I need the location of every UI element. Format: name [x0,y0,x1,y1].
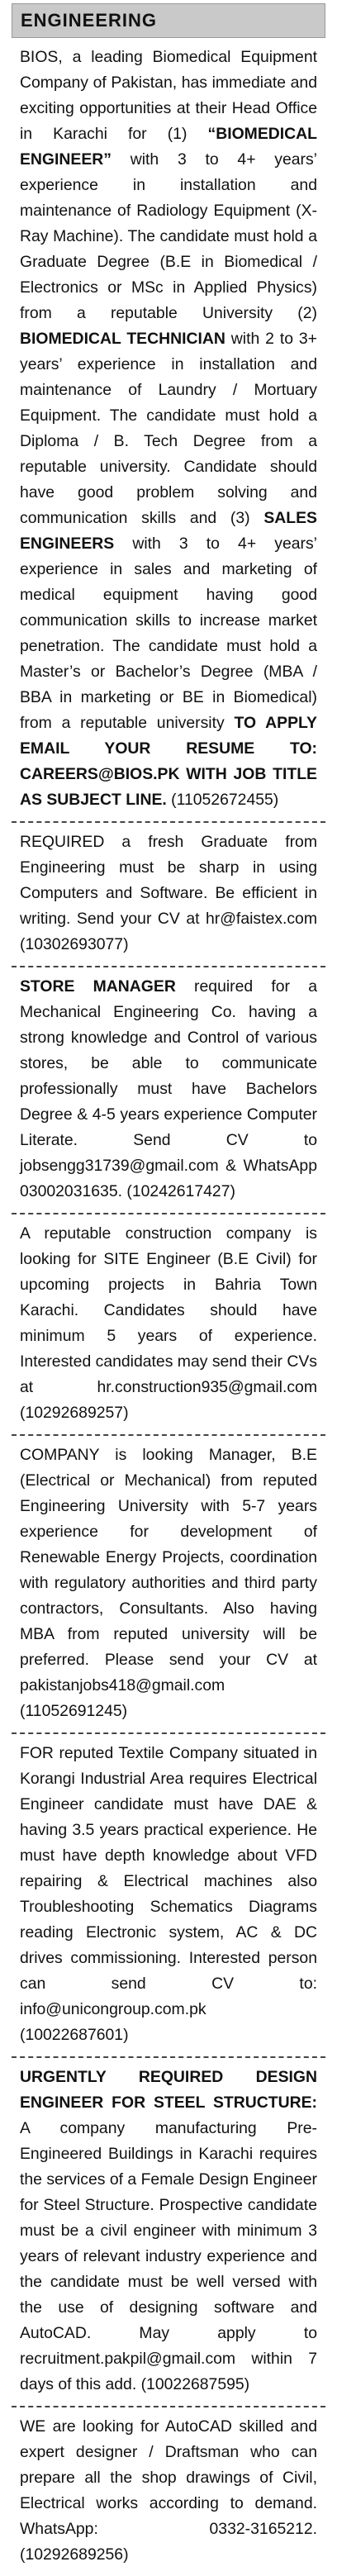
ad-bold-title: “BIOMEDICAL ENGINEER” [20,125,317,169]
ad-bold-title: BIOMEDICAL TECHNICIAN [20,330,225,348]
section-header [12,3,325,38]
ad-bold-title: URGENTLY REQUIRED DESIGN ENGINEER FOR STEEL STRUCTURE: [20,2068,317,2112]
ad-bios-biomedical [12,38,325,823]
ad-text: REQUIRED a fresh Graduate from Engineering must be sharp in using Computers and Software. Be efficient in writing. Send your CV at hr@faistex.com (10302693077) [20,833,317,953]
ad-textile-electrical [12,1734,325,2058]
ad-bold-instructions: TO APPLY EMAIL YOUR RESUME TO: CAREERS@BIOS.PK WITH JOB TITLE AS SUBJECT LINE. [20,714,317,809]
ad-fresh-graduate [12,823,325,967]
ad-text: with 2 to 3+ years’ experience in installation and maintenance of Laundry / Mortuary Equipment. The candidate must hold a Diploma / B. Tech Degree from a reputable university. Candidate should have good problem solving and communication skills and (3) [20,330,317,527]
ad-text: A reputable construction company is looking for SITE Engineer (B.E Civil) for upcoming projects in Bahria Town Karachi. Candidates should have minimum 5 years of experience. Interested candidates may send their CVs at hr.construction935@gmail.com (10292689257) [20,1224,317,1422]
ad-text: with 3 to 4+ years’ experience in installation and maintenance of Radiology Equipment (X-Ray Machine). The candidate must hold a Graduate Degree (B.E in Biomedical / Electronics or MSc in Applied Physics) from a reputable University (2) [20,150,317,322]
ad-bold-title: STORE MANAGER [20,977,176,996]
ad-manager-renewable [12,1436,325,1734]
ad-autocad-draftsman [12,2407,325,2576]
section-title: ENGINEERING [21,10,158,31]
ad-text: WE are looking for AutoCAD skilled and expert designer / Draftsman who can prepare all the shop drawings of Civil, Electrical works according to demand. WhatsApp: 0332-3165212. (10292689256) [20,2417,317,2564]
ad-store-manager [12,967,325,1214]
ad-text: FOR reputed Textile Company situated in Korangi Industrial Area requires Electrical Engineer candidate must have DAE & having 3.5 years practical experience. He must have depth knowledge about VFD repairing & Electrical machines also Troubleshooting Schematics Diagrams reading Electronic system, AC & DC drives commissioning. Interested person can send CV to: info@unicongroup.com.pk (10022687601) [20,1744,317,2044]
ad-text: BIOS, a leading Biomedical Equipment Company of Pakistan, has immediate and exciting opportunities at their Head Office in Karachi for (1) [20,48,317,143]
ad-bold-title: SALES ENGINEERS [20,509,317,553]
classifieds-column [12,0,325,2576]
ad-site-engineer [12,1214,325,1436]
ad-text: A company manufacturing Pre-Engineered Buildings in Karachi requires the services of a Female Design Engineer for Steel Structure. Prospective candidate must be a civil engineer with minimum 3 years of relevant industry experience and the candidate must be well versed with the use of designing software and AutoCAD. May apply to recruitment.pakpil@gmail.com within 7 days of this add. (10022687595) [20,2119,317,2393]
ad-design-engineer [12,2058,325,2407]
ad-text: required for a Mechanical Engineering Co. having a strong knowledge and Control of various stores, be able to communicate professionally must have Bachelors Degree & 4-5 years experience Computer Literate. Send CV to jobsengg31739@gmail.com & WhatsApp 03002031635. (10242617427) [20,977,317,1200]
ad-text: with 3 to 4+ years’ experience in sales and marketing of medical equipment having good communication skills to increase market penetration. The candidate must hold a Master’s or Bachelor’s Degree (MBA / BBA in marketing or BE in Biomedical) from a reputable university [20,535,317,732]
ad-reference: (11052672455) [166,791,279,809]
ad-text: COMPANY is looking Manager, B.E (Electrical or Mechanical) from reputed Engineering University with 5-7 years experience for development of Renewable Energy Projects, coordination with regulatory authorities and third party contractors, Consultants. Also having MBA from reputed university will be preferred. Please send your CV at pakistanjobs418@gmail.com (11052691245) [20,1446,317,1720]
